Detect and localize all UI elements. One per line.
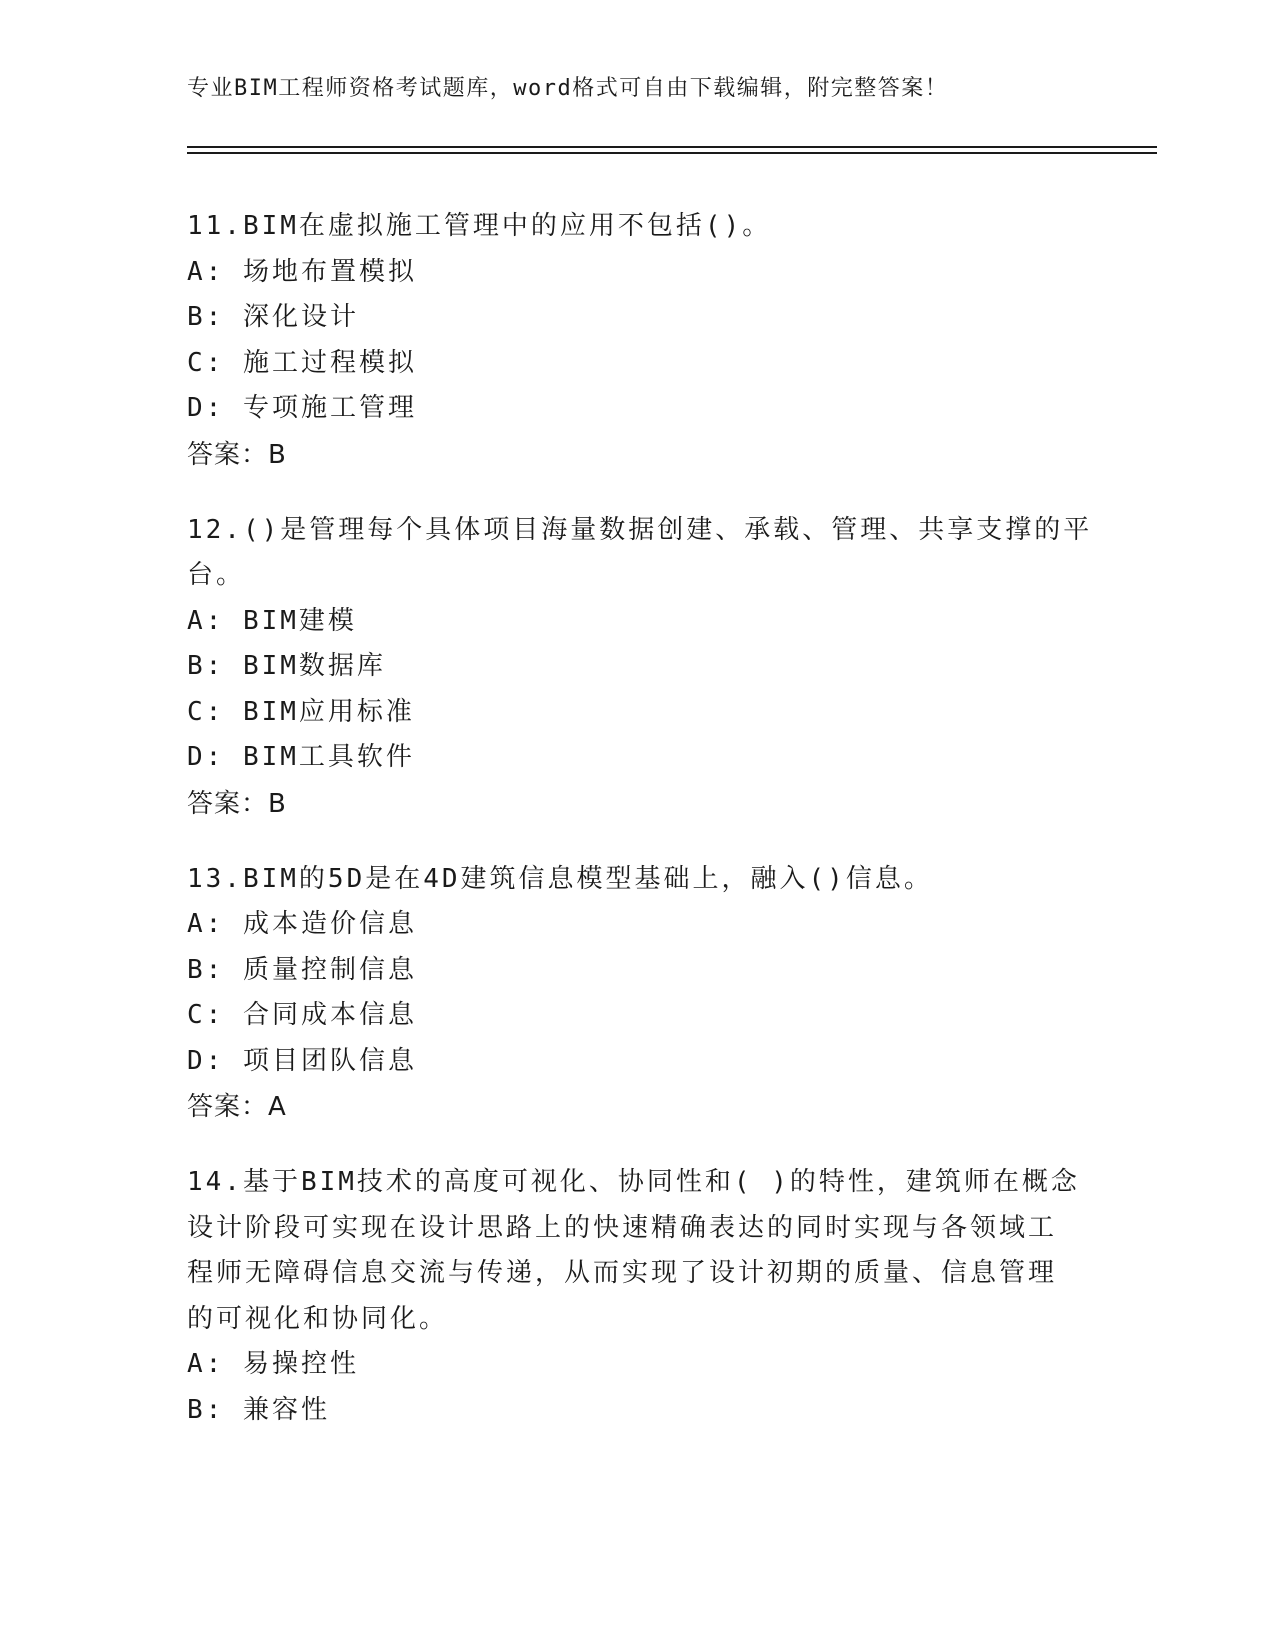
question-11 bbox=[187, 204, 1077, 478]
option-a: A: 成本造价信息 bbox=[187, 909, 417, 939]
option-a: A: 场地布置模拟 bbox=[187, 256, 417, 287]
option-d: D: BIM工具软件 bbox=[187, 742, 415, 772]
answer-line: 答案：B bbox=[187, 439, 287, 470]
option-b: B: BIM数据库 bbox=[187, 651, 386, 681]
option-a: A: 易操控性 bbox=[187, 1349, 359, 1379]
option-b: B: 兼容性 bbox=[187, 1394, 330, 1425]
question-list bbox=[187, 204, 1093, 1463]
question-stem-continued: 设计阶段可实现在设计思路上的快速精确表达的同时实现与各领域工 bbox=[187, 1212, 1058, 1243]
option-d: D: 项目团队信息 bbox=[187, 1045, 417, 1076]
question-stem: 13.BIM的5D是在4D建筑信息模型基础上，融入()信息。 bbox=[187, 863, 933, 894]
option-c: C: BIM应用标准 bbox=[187, 696, 415, 727]
option-b: B: 质量控制信息 bbox=[187, 954, 417, 985]
question-stem-continued: 程师无障碍信息交流与传递，从而实现了设计初期的质量、信息管理 bbox=[187, 1258, 1058, 1288]
question-stem: 11.BIM在虚拟施工管理中的应用不包括()。 bbox=[187, 211, 772, 241]
question-13 bbox=[187, 857, 1077, 1131]
option-a: A: BIM建模 bbox=[187, 605, 357, 636]
option-b: B: 深化设计 bbox=[187, 302, 359, 332]
header-divider bbox=[187, 146, 1157, 154]
answer-line: 答案：A bbox=[187, 1092, 287, 1122]
answer-line: 答案：B bbox=[187, 788, 287, 819]
option-c: C: 施工过程模拟 bbox=[187, 347, 417, 378]
option-c: C: 合同成本信息 bbox=[187, 1000, 417, 1030]
question-stem: 14.基于BIM技术的高度可视化、协同性和( )的特性，建筑师在概念 bbox=[187, 1167, 1080, 1197]
page-header: 专业BIM工程师资格考试题库，word格式可自由下载编辑，附完整答案！ bbox=[187, 76, 949, 101]
question-14 bbox=[187, 1160, 1080, 1433]
question-12 bbox=[187, 508, 1093, 827]
question-stem-continued: 的可视化和协同化。 bbox=[187, 1303, 449, 1334]
question-stem-continued: 台。 bbox=[187, 560, 246, 590]
option-d: D: 专项施工管理 bbox=[187, 393, 417, 423]
question-stem: 12.()是管理每个具体项目海量数据创建、承载、管理、共享支撑的平 bbox=[187, 514, 1093, 545]
